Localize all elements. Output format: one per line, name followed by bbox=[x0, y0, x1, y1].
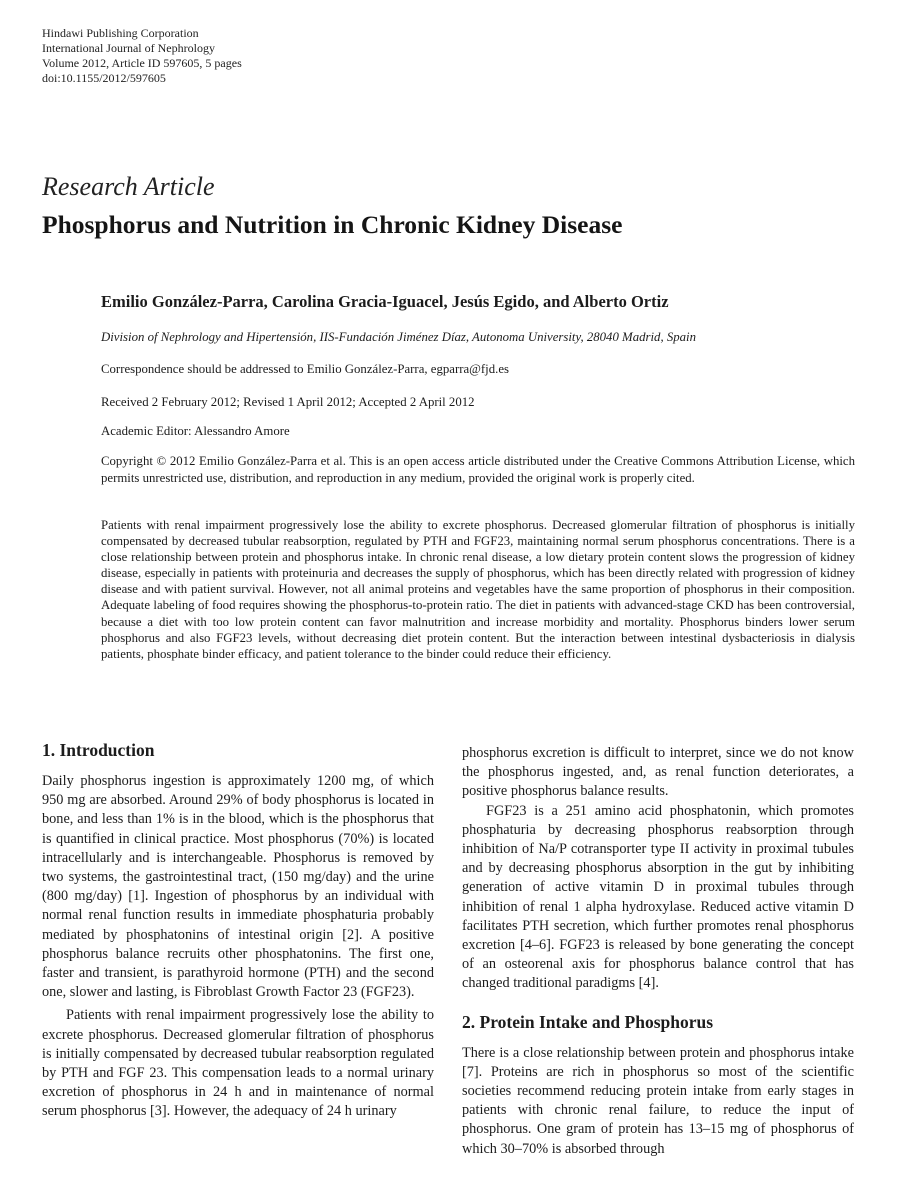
article-type: Research Article bbox=[42, 172, 215, 201]
author-list: Emilio González-Parra, Carolina Gracia-Iguacel, Jesús Egido, and Alberto Ortiz bbox=[101, 292, 669, 311]
copyright-notice: Copyright © 2012 Emilio González-Parra et al. This is an open access article distributed under the Creative Commons Attribution License, which permits unrestricted use, distribution, and reproduction in any medium, provided the original work is properly cited. bbox=[101, 454, 855, 485]
correspondence-text: Correspondence should be addressed to Emilio González-Parra, bbox=[101, 362, 431, 376]
publication-dates: Received 2 February 2012; Revised 1 April 2012; Accepted 2 April 2012 bbox=[101, 395, 475, 409]
correspondence-email-link[interactable]: egparra@fjd.es bbox=[430, 362, 509, 376]
intro-paragraph-2: Patients with renal impairment progressively lose the ability to excrete phosphorus. Decreased glomerular filtration of phosphorus is initially compensated by decreased tubular reabsorption regulated by PTH and FGF 23. This compensation leads to a normal urinary excretion of phosphorus in 24 h and in maintenance of normal serum phosphorus [3]. However, the adequacy of 24 h urinary bbox=[42, 1007, 434, 1120]
paper-title: Phosphorus and Nutrition in Chronic Kidney Disease bbox=[42, 210, 623, 239]
section-heading-introduction: 1. Introduction bbox=[42, 740, 155, 760]
volume-line: Volume 2012, Article ID 597605, 5 pages bbox=[42, 56, 242, 70]
affiliation: Division of Nephrology and Hipertensión, IIS-Fundación Jiménez Díaz, Autonoma University, 28040 Madrid, Spain bbox=[101, 330, 696, 344]
academic-editor: Academic Editor: Alessandro Amore bbox=[101, 424, 290, 438]
left-column bbox=[42, 738, 434, 1122]
intro-paragraph-3: FGF23 is a 251 amino acid phosphatonin, which promotes phosphaturia by decreasing phosphorus reabsorption through inhibition of Na/P cotransporter type II activity in proximal tubules and by decreasing phosphorus absorption in the gut by inhibiting generation of active vitamin D in proximal tubules through inhibition of renal 1 alpha hydroxylase. Reduced active vitamin D facilitates PTH secretion, which further promotes renal phosphorus excretion [4–6]. FGF23 is released by bone generating the concept of an osteorenal axis for phosphorus balance control that has changed traditional paradigms [4]. bbox=[462, 802, 854, 992]
doi-line[interactable]: doi:10.1155/2012/597605 bbox=[42, 71, 166, 85]
intro-paragraph-2-continued: phosphorus excretion is difficult to interpret, since we do not know the phosphorus ingested, and, as renal function deteriorates, a positive phosphorus balance results. bbox=[462, 745, 854, 800]
journal-header bbox=[42, 26, 242, 86]
correspondence bbox=[101, 362, 509, 377]
protein-paragraph-1: There is a close relationship between protein and phosphorus intake [7]. Proteins are rich in phosphorus so most of the scientific societies recommend reducing protein intake from early stages in patients with chronic renal failure, to reduce the input of phosphorus. One gram of protein has 13–15 mg of phosphorus of which 30–70% is absorbed through bbox=[462, 1044, 854, 1157]
abstract: Patients with renal impairment progressively lose the ability to excrete phosphorus. Decreased glomerular filtration of phosphorus is initially compensated by decreased tubular reabsorption, regulated by PTH and FGF23, maintaining normal serum phosphorus concentrations. There is a close relationship between protein and phosphorus intake. In chronic renal disease, a low dietary protein content slows the progression of kidney disease, especially in patients with proteinuria and decreases the supply of phosphorus, which has been directly related with progression of kidney disease and with patient survival. However, not all animal proteins and vegetables have the same proportion of phosphorus in their composition. Adequate labeling of food requires showing the phosphorus-to-protein ratio. The diet in patients with advanced-stage CKD has been controversial, because a diet with too low protein content can favor malnutrition and increase morbidity and mortality. Phosphorus binders lower serum phosphorus and also FGF23 levels, without decreasing diet protein content. But the interaction between intestinal dysbacteriosis in dialysis patients, phosphate binder efficacy, and patient tolerance to the binder could reduce their efficiency. bbox=[101, 518, 855, 661]
intro-paragraph-1: Daily phosphorus ingestion is approximately 1200 mg, of which 950 mg are absorbed. Around 29% of body phosphorus is located in bone, and less than 1% is in the blood, which is the phosphorus that is quantified in clinical practice. Most phosphorus (70%) is located intracellularly and is interchangeable. Phosphorus is removed by two systems, the gastrointestinal tract, (150 mg/day) and the urine (800 mg/day) [1]. Ingestion of phosphorus by an individual with normal renal function results in immediate phosphaturia probably mediated by phosphatonins of intestinal origin [2]. A positive phosphorus balance recruits other phosphatonins. The first one, faster and transient, is parathyroid hormone (PTH) and the second one, slower and lasting, is Fibroblast Growth Factor 23 (FGF23). bbox=[42, 773, 434, 1001]
publisher-line: Hindawi Publishing Corporation bbox=[42, 26, 199, 40]
journal-line: International Journal of Nephrology bbox=[42, 41, 215, 55]
right-column bbox=[462, 744, 854, 1159]
section-heading-protein-intake: 2. Protein Intake and Phosphorus bbox=[462, 1011, 714, 1032]
